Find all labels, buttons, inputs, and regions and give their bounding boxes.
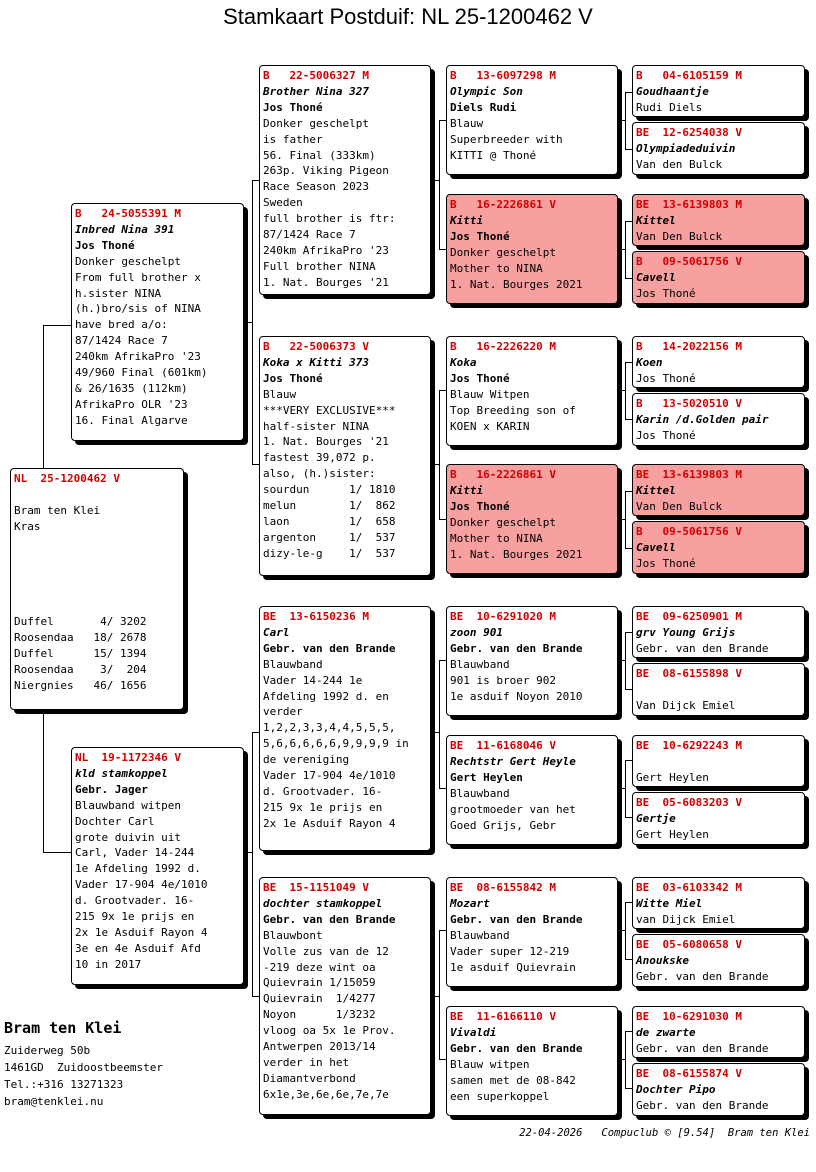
pigeon-info-line <box>14 582 180 598</box>
pigeon-info-line: Rudi Diels <box>636 100 703 114</box>
owner-name: Gebr. van den Brande <box>263 641 396 655</box>
pigeon-info-line: Vader super 12-219 <box>450 944 570 958</box>
pigeon-info-line <box>14 487 180 503</box>
pigeon-info-line: Dochter Carl <box>75 814 155 828</box>
ring-number: BE 13-6150236 M <box>263 610 369 623</box>
pigeon-card-mmff <box>632 877 805 929</box>
ring-number: BE 03-6103342 M <box>636 881 742 894</box>
pigeon-name: Olympiadeduivin <box>636 142 736 155</box>
owner-name: Gebr. van den Brande <box>450 641 583 655</box>
pigeon-card-fmff <box>632 336 805 388</box>
ring-number: BE 12-6254038 V <box>636 126 742 139</box>
pigeon-info-line: Noyon 1/3232 <box>263 1008 376 1022</box>
ring-number: BE 10-6291030 M <box>636 1010 742 1023</box>
pigeon-card-fmmm <box>632 521 805 574</box>
pigeon-card-main <box>10 468 184 710</box>
pigeon-info-line: vloog oa 5x 1e Prov. <box>263 1024 396 1038</box>
ring-number: BE 08-6155842 M <box>450 881 556 894</box>
pigeon-info-line: From full brother x <box>75 270 201 284</box>
pigeon-info-line: de vereniging <box>263 753 350 767</box>
pigeon-info-line: verder in het <box>263 1055 350 1069</box>
pigeon-info-line: Bram ten Klei <box>14 503 101 517</box>
pigeon-info-line: -219 deze wint oa <box>263 960 376 974</box>
pigeon-name: de zwarte <box>636 1026 696 1039</box>
pigeon-card-mm <box>259 877 431 1115</box>
ring-number: B 09-5061756 V <box>636 525 742 538</box>
pigeon-info-line: & 26/1635 (112km) <box>75 381 188 395</box>
pigeon-card-mffm <box>632 663 805 716</box>
pigeon-info-line: grootmoeder van het <box>450 802 576 816</box>
pigeon-card-fffm <box>632 122 805 175</box>
pigeon-info-line: 6x1e,3e,6e,6e,7e,7e <box>263 1087 389 1101</box>
pigeon-card-mfmm <box>632 792 805 845</box>
pigeon-info-line: verder <box>263 705 303 719</box>
pigeon-name: Dochter Pipo <box>636 1083 716 1096</box>
pigeon-info-line: dizy-le-g 1/ 537 <box>263 546 396 560</box>
ring-number: B 22-5006373 V <box>263 340 369 353</box>
pigeon-name: Kitti <box>450 484 484 497</box>
pigeon-card-mfmf <box>632 735 805 787</box>
pigeon-info-line: Mother to NINA <box>450 261 543 275</box>
breeder-phone: Tel.:+316 13271323 <box>4 1078 124 1091</box>
breeder-email: bram@tenklei.nu <box>4 1095 104 1108</box>
pigeon-info-line: Donker geschelpt <box>263 116 369 130</box>
owner-name: Gebr. van den Brande <box>450 912 583 926</box>
pigeon-card-ffm <box>446 194 618 304</box>
pigeon-info-line: ***VERY EXCLUSIVE*** <box>263 403 396 417</box>
pigeon-name: Rechtstr Gert Heyle <box>450 755 576 768</box>
pigeon-info-line: d. Grootvader. 16- <box>75 894 195 908</box>
pigeon-name: Carl <box>263 626 290 639</box>
pigeon-info-line: Duffel 4/ 3202 <box>14 615 147 629</box>
pigeon-card-f <box>71 203 244 441</box>
pigeon-info-line: 215 9x 1e prijs en <box>75 910 195 924</box>
pigeon-name: Kitti <box>450 214 484 227</box>
pigeon-info-line: 87/1424 Race 7 <box>75 334 168 348</box>
pigeon-info-line: Afdeling 1992 d. en <box>263 689 389 703</box>
ring-number: B 13-5020510 V <box>636 397 742 410</box>
pigeon-name: Mozart <box>450 897 490 910</box>
pigeon-name: Gertje <box>636 812 676 825</box>
ring-number: BE 13-6139803 M <box>636 198 742 211</box>
pigeon-info-line: fastest 39,072 p. <box>263 451 376 465</box>
pigeon-info-line: (h.)bro/sis of NINA <box>75 302 201 316</box>
pigeon-info-line: 215 9x 1e prijs en <box>263 800 383 814</box>
pigeon-info-line: 1,2,2,3,3,4,4,5,5,5, <box>263 721 396 735</box>
ring-number: B 13-6097298 M <box>450 69 556 82</box>
pigeon-info-line: 240km AfrikaPro '23 <box>263 243 389 257</box>
pigeon-info-line: melun 1/ 862 <box>263 499 396 513</box>
pigeon-info-line: AfrikaPro OLR '23 <box>75 397 188 411</box>
pigeon-info-line: Blauw <box>263 387 297 401</box>
pigeon-info-line: van Dijck Emiel <box>636 912 736 926</box>
owner-name: Jos Thoné <box>450 371 510 385</box>
pigeon-info-line: Vader 14-244 1e <box>263 673 363 687</box>
pigeon-name: grv Young Grijs <box>636 626 736 639</box>
pigeon-info-line: Gebr. van den Brande <box>636 1098 769 1112</box>
pigeon-info-line: 1e asduif Noyon 2010 <box>450 689 583 703</box>
pigeon-card-ffmf <box>632 194 805 246</box>
owner-name: Jos Thoné <box>75 238 135 252</box>
breeder-postcode-city: 1461GD Zuidoostbeemster <box>4 1061 163 1074</box>
pigeon-info-line: Roosendaa 18/ 2678 <box>14 631 147 645</box>
owner-name: Jos Thoné <box>450 499 510 513</box>
pigeon-name: Koen <box>636 356 663 369</box>
pigeon-info-line: 16. Final Algarve <box>75 413 188 427</box>
pigeon-info-line: Sweden <box>263 196 303 210</box>
pigeon-info-line: 1. Nat. Bourges '21 <box>263 275 389 289</box>
pigeon-info-line: Top Breeding son of <box>450 403 576 417</box>
ring-number: B 24-5055391 M <box>75 207 181 220</box>
pigeon-info-line: Donker geschelpt <box>450 515 556 529</box>
pigeon-info-line: Gebr. van den Brande <box>636 1041 769 1055</box>
pigeon-info-line: 1. Nat. Bourges '21 <box>263 435 389 449</box>
pigeon-info-line: 1. Nat. Bourges 2021 <box>450 277 583 291</box>
pigeon-info-line <box>14 535 180 551</box>
ring-number: B 09-5061756 V <box>636 255 742 268</box>
pigeon-info-line: Quievrain 1/4277 <box>263 992 376 1006</box>
pigeon-card-mfm <box>446 735 618 845</box>
pigeon-name: Koka x Kitti 373 <box>263 356 369 369</box>
pigeon-info-line: Jos Thoné <box>636 286 696 300</box>
pigeon-info-line: have bred a/o: <box>75 318 168 332</box>
pigeon-info-line: 2x 1e Asduif Rayon 4 <box>75 925 208 939</box>
pigeon-info-line: 56. Final (333km) <box>263 148 376 162</box>
pigeon-info-line: half-sister NINA <box>263 419 369 433</box>
pigeon-info-line: 3e en 4e Asduif Afd <box>75 941 201 955</box>
pigeon-info-line: 1. Nat. Bourges 2021 <box>450 547 583 561</box>
pigeon-info-line <box>14 598 180 614</box>
pigeon-info-line <box>14 551 180 567</box>
pigeon-info-line: Blauwband <box>450 786 510 800</box>
pigeon-name: zoon 901 <box>450 626 503 639</box>
pigeon-name: Olympic Son <box>450 85 523 98</box>
ring-number: B 14-2022156 M <box>636 340 742 353</box>
pigeon-card-fmf <box>446 336 618 446</box>
pigeon-info-line: Blauw witpen <box>450 1057 530 1071</box>
pigeon-info-line: Blauw Witpen <box>450 387 530 401</box>
ring-number: B 16-2226220 M <box>450 340 556 353</box>
pigeon-info-line: Gebr. van den Brande <box>636 641 769 655</box>
pigeon-info-line: Roosendaa 3/ 204 <box>14 662 147 676</box>
ring-number: BE 08-6155898 V <box>636 667 742 680</box>
pigeon-info-line: Full brother NINA <box>263 259 376 273</box>
pigeon-info-line: 49/960 Final (601km) <box>75 366 208 380</box>
pigeon-info-line: 1e Afdeling 1992 d. <box>75 862 201 876</box>
pigeon-card-fm <box>259 336 431 576</box>
pigeon-card-mf <box>259 606 431 851</box>
ring-number: B 16-2226861 V <box>450 468 556 481</box>
ring-number: BE 10-6291020 M <box>450 610 556 623</box>
pigeon-info-line: Gert Heylen <box>636 827 709 841</box>
pigeon-info-line: Duffel 15/ 1394 <box>14 646 147 660</box>
pigeon-info-line: h.sister NINA <box>75 286 162 300</box>
pigeon-info-line: Niergnies 46/ 1656 <box>14 678 147 692</box>
ring-number: BE 13-6139803 M <box>636 468 742 481</box>
pigeon-info-line: 263p. Viking Pigeon <box>263 164 389 178</box>
pigeon-info-line: 87/1424 Race 7 <box>263 228 356 242</box>
pigeon-card-ffff <box>632 65 805 117</box>
breeder-address: Zuiderweg 50b <box>4 1044 91 1057</box>
pigeon-info-line: is father <box>263 132 323 146</box>
ring-number: NL 25-1200462 V <box>14 472 120 485</box>
pigeon-info-line: 1e asduif Quievrain <box>450 960 576 974</box>
pigeon-info-line: full brother is ftr: <box>263 212 396 226</box>
pigeon-info-line: Race Season 2023 <box>263 180 369 194</box>
pigeon-info-line: KOEN x KARIN <box>450 419 530 433</box>
pigeon-info-line: Jos Thoné <box>636 428 696 442</box>
ring-number: BE 09-6250901 M <box>636 610 742 623</box>
breeder-info <box>4 1018 163 1110</box>
pigeon-info-line: Kras <box>14 519 41 533</box>
pigeon-name: Vivaldi <box>450 1026 497 1039</box>
ring-number: BE 08-6155874 V <box>636 1067 742 1080</box>
pigeon-info-line: Jos Thoné <box>636 556 696 570</box>
pigeon-info-line: 5,6,6,6,6,6,9,9,9,9 in <box>263 737 409 751</box>
pigeon-info-line: Jos Thoné <box>636 371 696 385</box>
pigeon-info-line: Blauwband <box>450 657 510 671</box>
pigeon-info-line: een superkoppel <box>450 1089 550 1103</box>
pigeon-info-line: laon 1/ 658 <box>263 514 396 528</box>
pigeon-card-mmm <box>446 1006 618 1116</box>
pigeon-info-line: Blauwband <box>450 928 510 942</box>
pigeon-info-line: Blauwbont <box>263 928 323 942</box>
pigeon-info-line: Vader 17-904 4e/1010 <box>75 878 208 892</box>
pigeon-name: Koka <box>450 356 477 369</box>
pigeon-info-line: 10 in 2017 <box>75 957 142 971</box>
pigeon-info-line: Gert Heylen <box>636 770 709 784</box>
pigeon-card-m <box>71 747 244 985</box>
pigeon-card-ffmm <box>632 251 805 304</box>
pigeon-card-mfff <box>632 606 805 658</box>
pigeon-info-line: Donker geschelpt <box>75 254 181 268</box>
pigeon-info-line: Gebr. van den Brande <box>636 969 769 983</box>
pigeon-info-line: samen met de 08-842 <box>450 1073 576 1087</box>
pigeon-name: Cavell <box>636 541 676 554</box>
footer-credits: 22-04-2026 Compuclub © [9.54] Bram ten Klei <box>519 1127 810 1139</box>
pigeon-name: Anoukske <box>636 954 689 967</box>
pigeon-name: Kittel <box>636 484 676 497</box>
ring-number: BE 15-1151049 V <box>263 881 369 894</box>
pigeon-card-fff <box>446 65 618 175</box>
pigeon-info-line: d. Grootvader. 16- <box>263 784 383 798</box>
pigeon-info-line: Mother to NINA <box>450 531 543 545</box>
pigeon-card-ff <box>259 65 431 295</box>
pigeon-card-mmfm <box>632 934 805 987</box>
pigeon-name: Witte Miel <box>636 897 703 910</box>
pigeon-info-line: grote duivin uit <box>75 830 181 844</box>
pigeon-info-line: also, (h.)sister: <box>263 467 376 481</box>
owner-name: Jos Thoné <box>263 371 323 385</box>
pigeon-card-mmmm <box>632 1063 805 1116</box>
pigeon-info-line <box>14 566 180 582</box>
ring-number: BE 05-6083203 V <box>636 796 742 809</box>
pigeon-name: Cavell <box>636 271 676 284</box>
pigeon-info-line: Blauw <box>450 116 484 130</box>
pigeon-card-mff <box>446 606 618 716</box>
pigeon-info-line: Diamantverbond <box>263 1071 356 1085</box>
ring-number: B 04-6105159 M <box>636 69 742 82</box>
owner-name: Diels Rudi <box>450 100 517 114</box>
pigeon-name: Brother Nina 327 <box>263 85 369 98</box>
pigeon-info-line: 2x 1e Asduif Rayon 4 <box>263 816 396 830</box>
ring-number: BE 05-6080658 V <box>636 938 742 951</box>
owner-name: Jos Thoné <box>450 229 510 243</box>
pigeon-name: Karin /d.Golden pair <box>636 413 769 426</box>
pigeon-info-line: Van Dijck Emiel <box>636 698 736 712</box>
ring-number: B 22-5006327 M <box>263 69 369 82</box>
pigeon-info-line: 901 is broer 902 <box>450 673 556 687</box>
pigeon-card-mmmf <box>632 1006 805 1058</box>
owner-name: Jos Thoné <box>263 100 323 114</box>
pigeon-info-line: argenton 1/ 537 <box>263 530 396 544</box>
pigeon-info-line <box>636 682 801 698</box>
pigeon-name: Kittel <box>636 214 676 227</box>
owner-name: Gert Heylen <box>450 770 523 784</box>
pigeon-card-fmfm <box>632 393 805 446</box>
owner-name: Gebr. van den Brande <box>450 1041 583 1055</box>
pigeon-info-line: Van Den Bulck <box>636 229 723 243</box>
pigeon-info-line: Quievrain 1/15059 <box>263 976 376 990</box>
pigeon-card-fmmf <box>632 464 805 516</box>
pigeon-name: kld stamkoppel <box>75 767 168 780</box>
pigeon-info-line: Blauwband witpen <box>75 798 181 812</box>
pigeon-card-mmf <box>446 877 618 987</box>
ring-number: BE 11-6166110 V <box>450 1010 556 1023</box>
pigeon-info-line: Blauwband <box>263 657 323 671</box>
page-title: Stamkaart Postduif: NL 25-1200462 V <box>223 4 593 29</box>
pigeon-info-line: Volle zus van de 12 <box>263 944 389 958</box>
owner-name: Gebr. van den Brande <box>263 912 396 926</box>
pigeon-info-line: KITTI @ Thoné <box>450 148 537 162</box>
pigeon-info-line: Goed Grijs, Gebr <box>450 818 556 832</box>
pigeon-info-line: Donker geschelpt <box>450 245 556 259</box>
pigeon-info-line: sourdun 1/ 1810 <box>263 483 396 497</box>
ring-number: BE 10-6292243 M <box>636 739 742 752</box>
pigeon-info-line: Antwerpen 2013/14 <box>263 1040 376 1054</box>
pigeon-info-line: Carl, Vader 14-244 <box>75 846 195 860</box>
pigeon-info-line <box>636 754 801 770</box>
pigeon-info-line: Van den Bulck <box>636 157 723 171</box>
ring-number: BE 11-6168046 V <box>450 739 556 752</box>
pigeon-info-line: 240km AfrikaPro '23 <box>75 350 201 364</box>
pigeon-name: dochter stamkoppel <box>263 897 383 910</box>
pigeon-info-line: Superbreeder with <box>450 132 563 146</box>
ring-number: NL 19-1172346 V <box>75 751 181 764</box>
ring-number: B 16-2226861 V <box>450 198 556 211</box>
pigeon-name: Goudhaantje <box>636 85 709 98</box>
pigeon-info-line: Vader 17-904 4e/1010 <box>263 769 396 783</box>
owner-name: Gebr. Jager <box>75 782 148 796</box>
pigeon-card-fmm <box>446 464 618 574</box>
breeder-name: Bram ten Klei <box>4 1019 122 1037</box>
pigeon-name: Inbred Nina 391 <box>75 223 175 236</box>
pigeon-info-line: Van Den Bulck <box>636 499 723 513</box>
